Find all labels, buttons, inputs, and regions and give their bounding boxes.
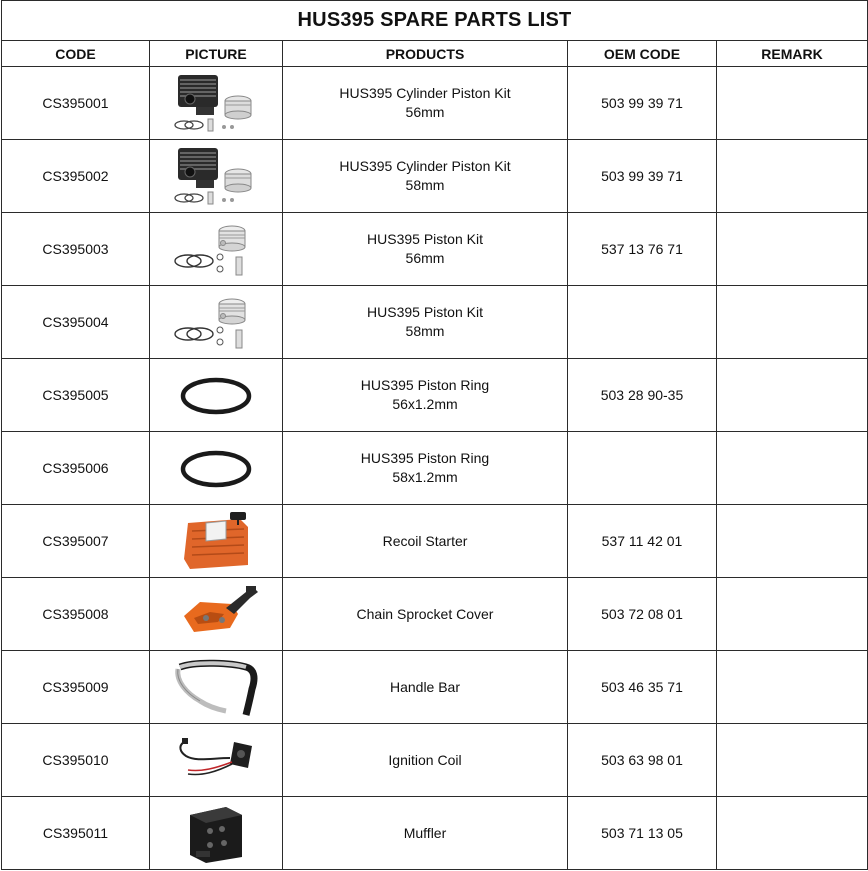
- product-name: Ignition Coil: [388, 751, 462, 768]
- product-name: HUS395 Cylinder Piston Kit: [339, 85, 511, 101]
- oem-code-cell: [568, 286, 717, 359]
- remark-cell: [717, 140, 868, 213]
- table-row: [2, 432, 868, 505]
- oem-code-cell: 503 71 13 05: [568, 797, 717, 870]
- remark-cell: [717, 505, 868, 578]
- product-cell: [283, 432, 568, 505]
- product-size: 56x1.2mm: [392, 396, 458, 412]
- product-cell: [283, 797, 568, 870]
- page-title: HUS395 SPARE PARTS LIST: [2, 1, 868, 41]
- code-cell: CS395003: [2, 213, 150, 286]
- recoil-starter-image: [166, 509, 266, 573]
- handle-bar-image: [166, 655, 266, 719]
- oem-code-cell: 503 46 35 71: [568, 651, 717, 724]
- product-size: 56mm: [405, 104, 445, 120]
- picture-cell: [150, 505, 283, 578]
- picture-cell: [150, 359, 283, 432]
- table-row: [2, 578, 868, 651]
- oem-code-cell: 503 63 98 01: [568, 724, 717, 797]
- product-name: HUS395 Cylinder Piston Kit: [339, 158, 511, 174]
- cylinder-piston-kit-image: [166, 71, 266, 135]
- remark-cell: [717, 286, 868, 359]
- picture-cell: [150, 797, 283, 870]
- remark-cell: [717, 724, 868, 797]
- code-cell: CS395002: [2, 140, 150, 213]
- table-row: [2, 724, 868, 797]
- picture-cell: [150, 432, 283, 505]
- product-name: Chain Sprocket Cover: [356, 605, 494, 622]
- product-name: Muffler: [403, 824, 447, 841]
- code-cell: CS395010: [2, 724, 150, 797]
- header-products: PRODUCTS: [283, 41, 568, 67]
- header-row: [2, 41, 868, 67]
- product-size: 58x1.2mm: [392, 469, 458, 485]
- product-size: 56mm: [405, 250, 445, 266]
- product-name: HUS395 Piston Kit: [367, 231, 483, 247]
- picture-cell: [150, 213, 283, 286]
- table-row: [2, 651, 868, 724]
- table-row: [2, 797, 868, 870]
- oem-code-cell: 537 11 42 01: [568, 505, 717, 578]
- product-name: Handle Bar: [389, 678, 461, 695]
- product-cell: [283, 651, 568, 724]
- header-remark: REMARK: [717, 41, 868, 67]
- oem-code-cell: 503 72 08 01: [568, 578, 717, 651]
- product-cell: [283, 724, 568, 797]
- cylinder-piston-kit-image: [166, 144, 266, 208]
- oem-code-cell: 537 13 76 71: [568, 213, 717, 286]
- picture-cell: [150, 578, 283, 651]
- remark-cell: [717, 359, 868, 432]
- code-cell: CS395001: [2, 67, 150, 140]
- picture-cell: [150, 651, 283, 724]
- product-cell: [283, 359, 568, 432]
- code-cell: CS395009: [2, 651, 150, 724]
- title-row: [2, 1, 868, 41]
- product-size: 58mm: [405, 323, 445, 339]
- product-name: Recoil Starter: [382, 532, 468, 549]
- code-cell: CS395008: [2, 578, 150, 651]
- code-cell: CS395005: [2, 359, 150, 432]
- table-row: [2, 359, 868, 432]
- product-cell: [283, 578, 568, 651]
- code-cell: CS395004: [2, 286, 150, 359]
- product-cell: [283, 67, 568, 140]
- product-name: HUS395 Piston Kit: [367, 304, 483, 320]
- product-cell: [283, 505, 568, 578]
- table-row: [2, 140, 868, 213]
- piston-ring-image: [166, 363, 266, 427]
- remark-cell: [717, 213, 868, 286]
- product-cell: [283, 286, 568, 359]
- picture-cell: [150, 286, 283, 359]
- oem-code-cell: 503 99 39 71: [568, 140, 717, 213]
- product-name: HUS395 Piston Ring: [360, 450, 490, 466]
- remark-cell: [717, 651, 868, 724]
- oem-code-cell: [568, 432, 717, 505]
- table-row: [2, 67, 868, 140]
- remark-cell: [717, 432, 868, 505]
- muffler-image: [166, 801, 266, 865]
- code-cell: CS395006: [2, 432, 150, 505]
- piston-kit-image: [166, 217, 266, 281]
- remark-cell: [717, 578, 868, 651]
- product-cell: [283, 140, 568, 213]
- table-row: [2, 505, 868, 578]
- parts-table: [1, 0, 868, 870]
- oem-code-cell: 503 28 90-35: [568, 359, 717, 432]
- header-picture: PICTURE: [150, 41, 283, 67]
- header-oem-code: OEM CODE: [568, 41, 717, 67]
- product-name: HUS395 Piston Ring: [360, 377, 490, 393]
- code-cell: CS395007: [2, 505, 150, 578]
- oem-code-cell: 503 99 39 71: [568, 67, 717, 140]
- header-code: CODE: [2, 41, 150, 67]
- picture-cell: [150, 724, 283, 797]
- piston-ring-image: [166, 436, 266, 500]
- code-cell: CS395011: [2, 797, 150, 870]
- product-cell: [283, 213, 568, 286]
- ignition-coil-image: [166, 728, 266, 792]
- product-size: 58mm: [405, 177, 445, 193]
- chain-sprocket-cover-image: [166, 582, 266, 646]
- picture-cell: [150, 140, 283, 213]
- remark-cell: [717, 67, 868, 140]
- piston-kit-image: [166, 290, 266, 354]
- table-row: [2, 286, 868, 359]
- table-row: [2, 213, 868, 286]
- remark-cell: [717, 797, 868, 870]
- picture-cell: [150, 67, 283, 140]
